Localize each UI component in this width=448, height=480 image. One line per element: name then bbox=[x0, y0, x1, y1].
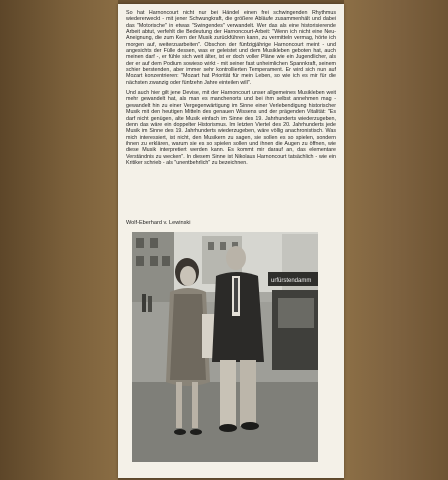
paragraph-2: Und auch hier gilt jene Devise, mit der Harnoncourt unser allgemeines Musikleben weit mehr gewandelt hat, als man es manchenorts und bei ihm selbst annehmen mag - gewandelt hin zu einer Vergegenwärtigung im Sinne einer Verlebendigung historischer Musik mit den heutigen Mitteln des genauen Wissens und der prägenden Vitalität: "Es darf nicht genügen, alte Musik einfach im Sinne des 19. Jahrhunderts wiederzugeben, denn das wäre ein doppelter Historismus. Im letzten Viertel des 20. Jahrhunderts jede Musik im Sinne des 19. Jahrhunderts wiederzugeben, wäre völlig anachronistisch. Was mich interessiert, ist nicht, den Musikern zu sagen, sie sollen es so spielen, sondern ihnen zu erklären, warum sie es so spielen sollen und ihnen die Augen zu öffnen, wie diese Musik interpretiert werden kann. Es kommt mir darauf an, das elementare Verständnis zu wecken". In diesem Sinne ist Nikolaus Harnoncourt tatsächlich - wie ein Kritiker schrieb - als "unentbehrlich" zu bezeichnen. bbox=[126, 90, 336, 166]
street-sign-text: urfürstendamm bbox=[271, 278, 312, 284]
photograph bbox=[132, 232, 318, 462]
background-left bbox=[0, 0, 118, 480]
author-signature: Wolf-Eberhard v. Lewinski bbox=[126, 220, 191, 226]
article-text bbox=[126, 10, 336, 170]
background-right bbox=[344, 0, 448, 480]
paragraph-1: So hat Harnoncourt nicht nur bei Händel einen frei schwingenden Rhythmus wiedererweckt - mit jener Schwungkraft, die größere Abläufe zusammenhält und dabei das "Motorische" in etwas "Swingendes" verwandelt. Wer das als eine historisierende Arbeit abtut, verfehlt die Bedeutung der Harnoncourt-Arbeit: "Wenn ich nicht eine Neu-Aneignung, die zum Kern der Musik zurückführen kann, zu vermitteln vermag, hörte ich morgen auf, weiterzuarbeiten". Obschon der fünfzigjährige Harnoncourt meint - und angesichts der Fülle dessen, was er geleistet und dem Musikleben geboten hat, auch meinen darf -, er fühle sich weit älter, ist er doch voller Pläne wie ein Jugendlicher, als der er auf dem Podium sowieso wirkt - mit seiner fast unheimlichen Spannkraft, seinem schier berstenden, aber immer sehr kontrollierten Temperament. Er wird sich nun auf Mozart konzentrieren: "Mozart hat Priorität für mein Leben, so wie ich es mir für die nächsten zwanzig oder fünfzehn Jahre einteilen will". bbox=[126, 10, 336, 86]
photo-scene bbox=[132, 232, 318, 462]
document-page bbox=[118, 4, 344, 478]
